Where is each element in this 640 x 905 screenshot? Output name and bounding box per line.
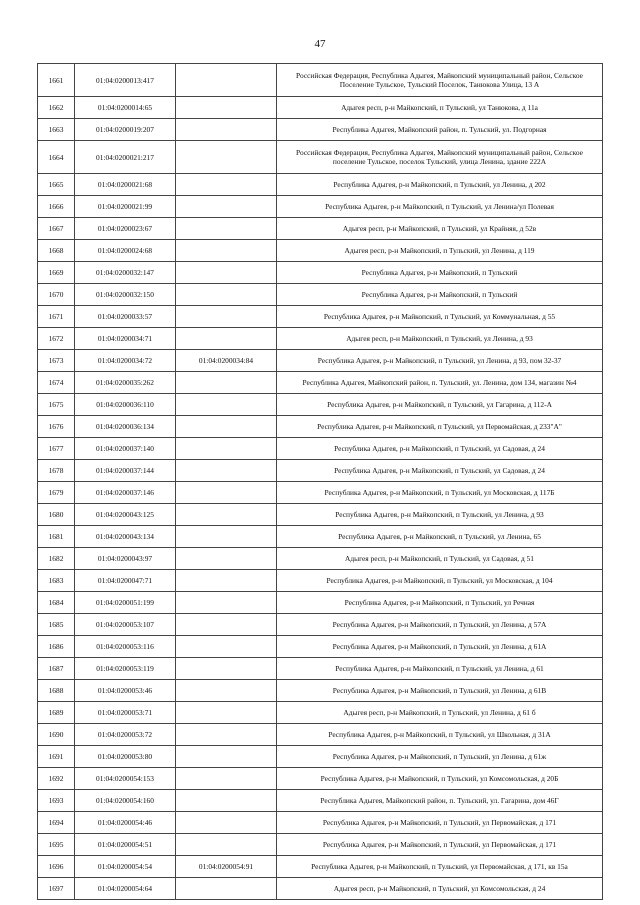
row-number-cell: 1664 [38, 141, 75, 174]
address-cell: Республика Адыгея, р-н Майкопский, п Тульский, ул Садовая, д 24 [277, 460, 603, 482]
row-number-cell: 1675 [38, 394, 75, 416]
address-cell: Российская Федерация, Республика Адыгея, Майкопский муниципальный район, Сельское поселение Тульское, поселок Тульский, улица Ленина, здание 222А [277, 141, 603, 174]
table-row [38, 834, 603, 856]
row-number-cell: 1667 [38, 218, 75, 240]
address-cell: Республика Адыгея, р-н Майкопский, п Тульский, ул Московская, д 104 [277, 570, 603, 592]
related-cadastral-number-cell [176, 768, 277, 790]
cadastral-number-cell: 01:04:0200043:97 [75, 548, 176, 570]
row-number-cell: 1672 [38, 328, 75, 350]
table-row [38, 680, 603, 702]
row-number-cell: 1662 [38, 97, 75, 119]
cadastral-number-cell: 01:04:0200053:71 [75, 702, 176, 724]
cadastral-number-cell: 01:04:0200053:116 [75, 636, 176, 658]
address-cell: Республика Адыгея, р-н Майкопский, п Тульский, ул Ленина, д 93 [277, 504, 603, 526]
address-cell: Республика Адыгея, р-н Майкопский, п Тульский, ул Ленина, д 93, пом 32-37 [277, 350, 603, 372]
cadastral-number-cell: 01:04:0200023:67 [75, 218, 176, 240]
table-row [38, 174, 603, 196]
address-cell: Республика Адыгея, р-н Майкопский, п Тульский, ул Ленина/ул Полевая [277, 196, 603, 218]
table-row [38, 570, 603, 592]
cadastral-number-cell: 01:04:0200054:46 [75, 812, 176, 834]
row-number-cell: 1671 [38, 306, 75, 328]
cadastral-number-cell: 01:04:0200054:160 [75, 790, 176, 812]
row-number-cell: 1685 [38, 614, 75, 636]
address-cell: Республика Адыгея, Майкопский район, п. Тульский, ул. Гагарина, дом 46Г [277, 790, 603, 812]
row-number-cell: 1665 [38, 174, 75, 196]
cadastral-number-cell: 01:04:0200034:71 [75, 328, 176, 350]
row-number-cell: 1663 [38, 119, 75, 141]
cadastral-number-cell: 01:04:0200053:72 [75, 724, 176, 746]
cadastral-number-cell: 01:04:0200019:207 [75, 119, 176, 141]
related-cadastral-number-cell [176, 702, 277, 724]
table-row [38, 438, 603, 460]
row-number-cell: 1691 [38, 746, 75, 768]
registry-table [37, 63, 603, 900]
registry-table-body [38, 64, 603, 900]
related-cadastral-number-cell [176, 196, 277, 218]
table-row [38, 416, 603, 438]
table-row [38, 856, 603, 878]
related-cadastral-number-cell [176, 834, 277, 856]
related-cadastral-number-cell [176, 812, 277, 834]
row-number-cell: 1693 [38, 790, 75, 812]
address-cell: Российская Федерация, Республика Адыгея, Майкопский муниципальный район, Сельское Поселение Тульское, Тульский Поселок, Танюкова Улица, 13 А [277, 64, 603, 97]
table-row [38, 636, 603, 658]
cadastral-number-cell: 01:04:0200036:134 [75, 416, 176, 438]
table-row [38, 350, 603, 372]
address-cell: Адыгея респ, р-н Майкопский, п Тульский, ул Садовая, д 51 [277, 548, 603, 570]
related-cadastral-number-cell [176, 97, 277, 119]
table-row [38, 262, 603, 284]
address-cell: Адыгея респ, р-н Майкопский, п Тульский, ул Танюкова, д 11а [277, 97, 603, 119]
related-cadastral-number-cell [176, 614, 277, 636]
page-number: 47 [314, 38, 326, 50]
address-cell: Республика Адыгея, р-н Майкопский, п Тульский, ул Садовая, д 24 [277, 438, 603, 460]
related-cadastral-number-cell [176, 372, 277, 394]
cadastral-number-cell: 01:04:0200053:107 [75, 614, 176, 636]
table-row [38, 240, 603, 262]
table-row [38, 790, 603, 812]
table-row [38, 504, 603, 526]
address-cell: Адыгея респ, р-н Майкопский, п Тульский, ул Ленина, д 61 б [277, 702, 603, 724]
cadastral-number-cell: 01:04:0200051:199 [75, 592, 176, 614]
related-cadastral-number-cell [176, 416, 277, 438]
address-cell: Республика Адыгея, р-н Майкопский, п Тульский, ул Ленина, д 61А [277, 636, 603, 658]
table-row [38, 372, 603, 394]
related-cadastral-number-cell [176, 394, 277, 416]
related-cadastral-number-cell [176, 141, 277, 174]
cadastral-number-cell: 01:04:0200021:68 [75, 174, 176, 196]
related-cadastral-number-cell [176, 526, 277, 548]
address-cell: Республика Адыгея, р-н Майкопский, п Тульский, ул Первомайская, д 171, кв 15а [277, 856, 603, 878]
row-number-cell: 1668 [38, 240, 75, 262]
cadastral-number-cell: 01:04:0200047:71 [75, 570, 176, 592]
row-number-cell: 1688 [38, 680, 75, 702]
cadastral-number-cell: 01:04:0200021:217 [75, 141, 176, 174]
related-cadastral-number-cell [176, 240, 277, 262]
row-number-cell: 1669 [38, 262, 75, 284]
table-row [38, 812, 603, 834]
cadastral-number-cell: 01:04:0200054:64 [75, 878, 176, 900]
row-number-cell: 1687 [38, 658, 75, 680]
address-cell: Республика Адыгея, р-н Майкопский, п Тульский, ул Московская, д 117Б [277, 482, 603, 504]
cadastral-number-cell: 01:04:0200043:134 [75, 526, 176, 548]
table-row [38, 614, 603, 636]
address-cell: Республика Адыгея, р-н Майкопский, п Тульский, ул Школьная, д 31А [277, 724, 603, 746]
related-cadastral-number-cell [176, 328, 277, 350]
address-cell: Республика Адыгея, р-н Майкопский, п Тульский, ул Ленина, д 61В [277, 680, 603, 702]
table-row [38, 196, 603, 218]
cadastral-number-cell: 01:04:0200053:119 [75, 658, 176, 680]
address-cell: Республика Адыгея, р-н Майкопский, п Тульский, ул Ленина, д 61ж [277, 746, 603, 768]
table-row [38, 526, 603, 548]
row-number-cell: 1682 [38, 548, 75, 570]
address-cell: Республика Адыгея, р-н Майкопский, п Тульский, ул Гагарина, д 112-А [277, 394, 603, 416]
table-row [38, 284, 603, 306]
row-number-cell: 1676 [38, 416, 75, 438]
related-cadastral-number-cell [176, 262, 277, 284]
cadastral-number-cell: 01:04:0200032:147 [75, 262, 176, 284]
cadastral-number-cell: 01:04:0200014:65 [75, 97, 176, 119]
related-cadastral-number-cell [176, 636, 277, 658]
related-cadastral-number-cell [176, 504, 277, 526]
related-cadastral-number-cell: 01:04:0200054:91 [176, 856, 277, 878]
related-cadastral-number-cell [176, 878, 277, 900]
row-number-cell: 1683 [38, 570, 75, 592]
row-number-cell: 1684 [38, 592, 75, 614]
table-row [38, 328, 603, 350]
address-cell: Адыгея респ, р-н Майкопский, п Тульский, ул Ленина, д 119 [277, 240, 603, 262]
row-number-cell: 1670 [38, 284, 75, 306]
cadastral-number-cell: 01:04:0200037:140 [75, 438, 176, 460]
related-cadastral-number-cell [176, 592, 277, 614]
row-number-cell: 1678 [38, 460, 75, 482]
related-cadastral-number-cell [176, 218, 277, 240]
related-cadastral-number-cell: 01:04:0200034:84 [176, 350, 277, 372]
address-cell: Республика Адыгея, р-н Майкопский, п Тульский, ул Ленина, д 61 [277, 658, 603, 680]
table-row [38, 658, 603, 680]
address-cell: Республика Адыгея, р-н Майкопский, п Тульский, ул Ленина, д 202 [277, 174, 603, 196]
row-number-cell: 1697 [38, 878, 75, 900]
table-row [38, 482, 603, 504]
row-number-cell: 1679 [38, 482, 75, 504]
address-cell: Республика Адыгея, р-н Майкопский, п Тульский, ул Комсомольская, д 20Б [277, 768, 603, 790]
table-row [38, 119, 603, 141]
related-cadastral-number-cell [176, 64, 277, 97]
related-cadastral-number-cell [176, 460, 277, 482]
address-cell: Республика Адыгея, р-н Майкопский, п Тульский [277, 284, 603, 306]
related-cadastral-number-cell [176, 746, 277, 768]
table-row [38, 548, 603, 570]
row-number-cell: 1661 [38, 64, 75, 97]
address-cell: Адыгея респ, р-н Майкопский, п Тульский, ул Ленина, д 93 [277, 328, 603, 350]
cadastral-number-cell: 01:04:0200054:54 [75, 856, 176, 878]
cadastral-number-cell: 01:04:0200021:99 [75, 196, 176, 218]
cadastral-number-cell: 01:04:0200034:72 [75, 350, 176, 372]
table-row [38, 394, 603, 416]
row-number-cell: 1694 [38, 812, 75, 834]
cadastral-number-cell: 01:04:0200043:125 [75, 504, 176, 526]
address-cell: Республика Адыгея, р-н Майкопский, п Тульский, ул Речная [277, 592, 603, 614]
address-cell: Республика Адыгея, Майкопский район, п. Тульский, ул. Ленина, дом 134, магазин №4 [277, 372, 603, 394]
related-cadastral-number-cell [176, 658, 277, 680]
row-number-cell: 1696 [38, 856, 75, 878]
address-cell: Республика Адыгея, р-н Майкопский, п Тульский, ул Первомайская, д 233"А" [277, 416, 603, 438]
table-row [38, 878, 603, 900]
address-cell: Республика Адыгея, р-н Майкопский, п Тульский, ул Коммунальная, д 55 [277, 306, 603, 328]
cadastral-number-cell: 01:04:0200033:57 [75, 306, 176, 328]
row-number-cell: 1692 [38, 768, 75, 790]
cadastral-number-cell: 01:04:0200032:150 [75, 284, 176, 306]
table-row [38, 724, 603, 746]
related-cadastral-number-cell [176, 119, 277, 141]
address-cell: Адыгея респ, р-н Майкопский, п Тульский, ул Крайняя, д 52в [277, 218, 603, 240]
related-cadastral-number-cell [176, 284, 277, 306]
row-number-cell: 1674 [38, 372, 75, 394]
table-row [38, 768, 603, 790]
related-cadastral-number-cell [176, 174, 277, 196]
related-cadastral-number-cell [176, 570, 277, 592]
address-cell: Республика Адыгея, р-н Майкопский, п Тульский, ул Ленина, 65 [277, 526, 603, 548]
row-number-cell: 1666 [38, 196, 75, 218]
table-row [38, 97, 603, 119]
row-number-cell: 1686 [38, 636, 75, 658]
address-cell: Республика Адыгея, Майкопский район, п. Тульский, ул. Подгорная [277, 119, 603, 141]
table-row [38, 702, 603, 724]
address-cell: Республика Адыгея, р-н Майкопский, п Тульский, ул Первомайская, д 171 [277, 834, 603, 856]
table-row [38, 141, 603, 174]
cadastral-number-cell: 01:04:0200036:110 [75, 394, 176, 416]
table-row [38, 306, 603, 328]
row-number-cell: 1689 [38, 702, 75, 724]
related-cadastral-number-cell [176, 482, 277, 504]
table-row [38, 460, 603, 482]
address-cell: Республика Адыгея, р-н Майкопский, п Тульский, ул Первомайская, д 171 [277, 812, 603, 834]
row-number-cell: 1680 [38, 504, 75, 526]
related-cadastral-number-cell [176, 306, 277, 328]
cadastral-number-cell: 01:04:0200053:80 [75, 746, 176, 768]
table-row [38, 592, 603, 614]
table-row [38, 64, 603, 97]
row-number-cell: 1677 [38, 438, 75, 460]
cadastral-number-cell: 01:04:0200024:68 [75, 240, 176, 262]
row-number-cell: 1695 [38, 834, 75, 856]
cadastral-number-cell: 01:04:0200037:146 [75, 482, 176, 504]
cadastral-number-cell: 01:04:0200053:46 [75, 680, 176, 702]
cadastral-number-cell: 01:04:0200037:144 [75, 460, 176, 482]
row-number-cell: 1673 [38, 350, 75, 372]
address-cell: Республика Адыгея, р-н Майкопский, п Тульский [277, 262, 603, 284]
row-number-cell: 1690 [38, 724, 75, 746]
address-cell: Адыгея респ, р-н Майкопский, п Тульский, ул Комсомольская, д 24 [277, 878, 603, 900]
address-cell: Республика Адыгея, р-н Майкопский, п Тульский, ул Ленина, д 57А [277, 614, 603, 636]
related-cadastral-number-cell [176, 790, 277, 812]
related-cadastral-number-cell [176, 680, 277, 702]
related-cadastral-number-cell [176, 548, 277, 570]
table-row [38, 746, 603, 768]
cadastral-number-cell: 01:04:0200054:51 [75, 834, 176, 856]
related-cadastral-number-cell [176, 438, 277, 460]
related-cadastral-number-cell [176, 724, 277, 746]
row-number-cell: 1681 [38, 526, 75, 548]
table-row [38, 218, 603, 240]
cadastral-number-cell: 01:04:0200035:262 [75, 372, 176, 394]
cadastral-number-cell: 01:04:0200013:417 [75, 64, 176, 97]
cadastral-number-cell: 01:04:0200054:153 [75, 768, 176, 790]
